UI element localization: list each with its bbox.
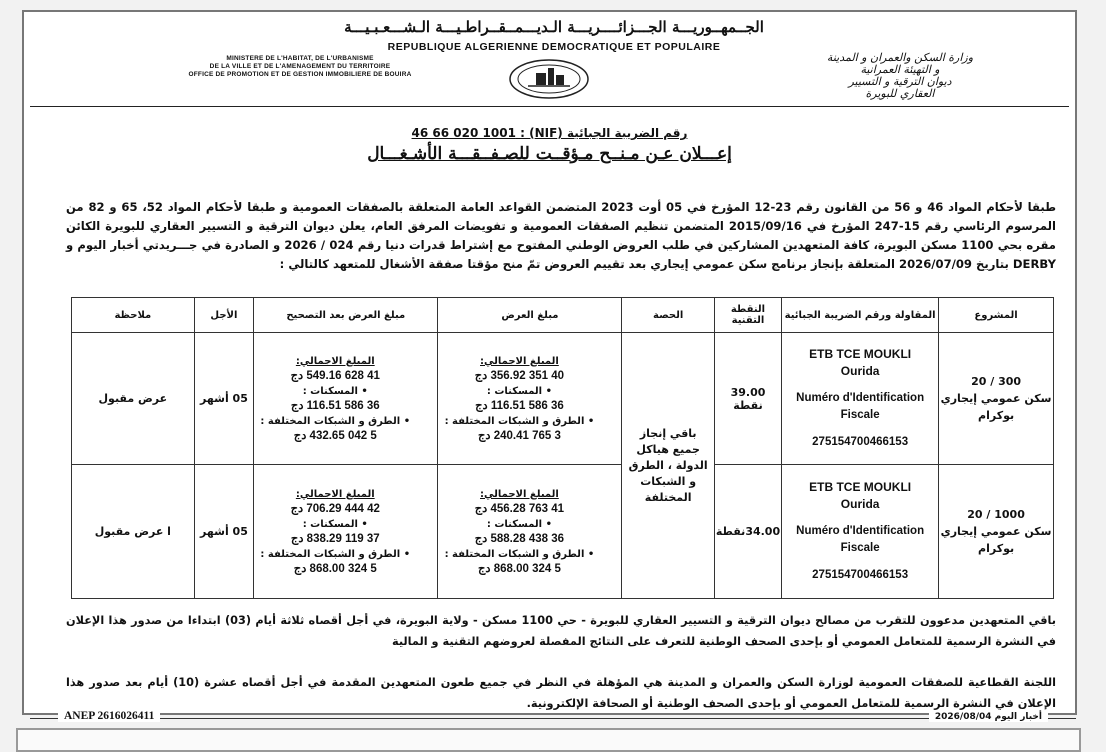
offer-cell [438, 465, 622, 599]
header-remark: ملاحظة [72, 298, 195, 333]
offer-roads-label: • الطرق و الشبكات المختلفة : [444, 548, 595, 560]
next-announcement-strip [16, 728, 1081, 752]
header-score: النقطة التقنية [714, 298, 781, 333]
table-header-row [72, 298, 1054, 333]
corrected-cell [254, 465, 438, 599]
score-value: 34.00نقطة [715, 525, 781, 538]
french-ministry-line-1: MINISTERE DE L'HABITAT, DE L'URBANISME [226, 55, 374, 62]
intro-paragraph: طبقا لأحكام المواد 46 و 56 من القانون رقم 23-12 المؤرخ في 05 أوت 2023 المتضمن القواعد العامة المتعلقة بالصفقات العمومية و طبقا لأحكام المواد 52، 65 و 82 من المرسوم الرئاسي رقم 15-247 المؤرخ في 2015/09/16 المتضمن تنظيم الصفقات العمومية و تفويضات المرفق العام، يعلن ديوان الترقية و التسيير العقاري للبويرة الكائن مقره بحي 1100 مسكن البويرة، كافة المتعهدين المشاركين في طلب العروض الوطني المفتوح مع إشتراط قدرات دنيا رقم 024 / 2026 و الصادرة في جـــريدتي أخبار اليوم و DERBY بتاريخ 2026/07/09 المتعلقة بإنجاز برنامج سكن عمومي إيجاري بعد تقييم العروض تمّ منح مؤقتا صفقة الأشغال للمتعهد كالتالي : [66, 200, 1056, 271]
french-ministry-line-3: OFFICE DE PROMOTION ET DE GESTION IMMOBILIERE DE BOUIRA [188, 71, 412, 78]
corrected-roads: 5 042 432.65 دج [293, 429, 377, 442]
header-corrected: مبلغ العرض بعد التصحيح [254, 298, 438, 333]
anep-reference: ANEP 2616026411 [58, 710, 160, 722]
appeal-paragraph: اللجنة القطاعية للصفقات العمومية لوزارة السكن والعمران و المدينة هي المؤهلة في النظر في جميع طعون المتعهدين المقدمة في أجل أقصاه عشرة (10) أيام بعد صدور هذا الإعلان في النشرة الرسمية للمتعامل العمومي أو بإحدى الصحف الوطنية أو الصحافة الإلكترونية. [66, 676, 1056, 710]
corrected-roads-label: • الطرق و الشبكات المختلفة : [260, 415, 411, 427]
offer-total-label: المبلغ الاجمالي: [480, 355, 559, 367]
header-project: المشروع [939, 298, 1054, 333]
project-cell [939, 465, 1054, 599]
delay-cell: 05 أشهر [194, 333, 254, 465]
company-name: ETB TCE MOUKLI [809, 480, 912, 494]
offer-total-label: المبلغ الاجمالي: [480, 488, 559, 500]
table-row [72, 333, 1054, 465]
corrected-total-label: المبلغ الاجمالي: [295, 488, 375, 500]
table-row [72, 465, 1054, 599]
offer-roads: 3 765 240.41 دج [477, 429, 561, 442]
offer-roads: 5 324 868.00 دج [477, 562, 561, 575]
french-republic-heading: REPUBLIQUE ALGERIENNE DEMOCRATIQUE ET POPULAIRE [387, 41, 721, 53]
french-ministry-line-2: DE LA VILLE ET DE L'AMENAGEMENT DU TERRITOIRE [209, 63, 391, 70]
score-cell [714, 465, 781, 599]
project-site: بوكرام [978, 409, 1015, 422]
offer-housing: 36 438 588.28 دج [474, 532, 565, 545]
offer-housing-label: • المسكنات : [486, 385, 552, 397]
company-name-2: Ourida [840, 497, 880, 511]
company-name: ETB TCE MOUKLI [809, 347, 912, 361]
arabic-ministry-line-2: و التهيئة العمرانية [860, 63, 940, 76]
score-value: 39.00 [730, 385, 766, 399]
nif-label: Numéro d'Identification [796, 525, 925, 537]
remark-cell: ا عرض مقبول [72, 465, 195, 599]
arabic-ministry-line-1: وزارة السكن والعمران و المدينة [826, 51, 974, 64]
project-type: سكن عمومي إيجاري [940, 392, 1052, 405]
header-offer: مبلغ العرض [438, 298, 622, 333]
company-name-2: Ourida [840, 364, 880, 378]
arabic-ministry-line-4: العقاري للبويرة [865, 87, 935, 100]
lot-cell: باقي إنجاز جميع هياكل الدولة ، الطرق و الشبكات المختلفة [622, 333, 714, 599]
announcement-title: إعـــلان عـن مـنــح مـؤقــت للصـفــقـــة الأشـغـــال [367, 144, 732, 164]
project-type: سكن عمومي إيجاري [940, 525, 1052, 538]
offer-roads-label: • الطرق و الشبكات المختلفة : [444, 415, 595, 427]
company-cell [782, 465, 939, 599]
invitation-paragraph: باقي المتعهدين مدعوون للتقرب من مصالح ديوان الترقية و التسيير العقاري للبويرة - حي 1100 مسكن - ولاية البويرة، في أجل أقصاه ثلاثة أيام (03) ابتداءا من صدور هذا الإعلان في النشرة الرسمية للمتعامل العمومي أو بإحدى الصحف الوطنية للتعرف على النتائج المفصلة لعروضهم التقنية و المالية [66, 614, 1056, 648]
arabic-republic-heading: الجــمهــوريـــة الجـــزائــــريـــة الـديـــمــقــراطـيـــة الـشـــعـبـيـــة [344, 18, 764, 36]
corrected-roads: 5 324 868.00 دج [293, 562, 377, 575]
project-site: بوكرام [978, 542, 1015, 555]
offer-total: 41 763 456.28 دج [474, 502, 565, 515]
corrected-housing-label: • المسكنات : [302, 385, 368, 397]
corrected-total: 42 444 706.29 دج [290, 502, 380, 515]
nif-label: Numéro d'Identification [796, 392, 925, 404]
company-nif: 275154700466153 [812, 436, 909, 448]
header-delay: الأجل [194, 298, 254, 333]
award-table [71, 297, 1054, 599]
project-cell [939, 333, 1054, 465]
announcement-sheet [22, 10, 1077, 715]
arabic-ministry-line-3: ديوان الترقية و التسيير [848, 75, 952, 88]
offer-housing: 36 586 116.51 دج [475, 399, 564, 412]
office-logo-icon [508, 58, 590, 100]
header-lot: الحصة [622, 298, 714, 333]
corrected-roads-label: • الطرق و الشبكات المختلفة : [260, 548, 411, 560]
corrected-housing: 37 119 838.29 دج [290, 532, 380, 545]
corrected-cell [254, 333, 438, 465]
remark-cell: عرض مقبول [72, 333, 195, 465]
header-divider [30, 106, 1069, 107]
nif-label-2: Fiscale [840, 409, 880, 421]
nif-label-2: Fiscale [840, 542, 880, 554]
publication-date: أخبار اليوم 2026/08/04 [929, 712, 1048, 722]
nif-line: رقم الضريبة الجبائية (NIF) : 46 66 020 1001 [411, 126, 688, 140]
header-company: المقاولة ورقم الضريبة الجبائية [782, 298, 939, 333]
corrected-total: 41 628 549.16 دج [290, 369, 380, 382]
corrected-housing: 36 586 116.51 دج [290, 399, 380, 412]
company-nif: 275154700466153 [812, 569, 909, 581]
corrected-housing-label: • المسكنات : [302, 518, 368, 530]
score-cell [714, 333, 781, 465]
delay-cell: 05 أشهر [194, 465, 254, 599]
offer-total: 40 351 356.92 دج [474, 369, 565, 382]
offer-housing-label: • المسكنات : [486, 518, 552, 530]
project-number: 300 / 20 [971, 375, 1022, 388]
offer-cell [438, 333, 622, 465]
company-cell [782, 333, 939, 465]
footer-rule [30, 718, 1076, 719]
project-number: 1000 / 20 [967, 508, 1025, 521]
corrected-total-label: المبلغ الاجمالي: [295, 355, 375, 367]
score-unit: نقطة [733, 398, 763, 412]
